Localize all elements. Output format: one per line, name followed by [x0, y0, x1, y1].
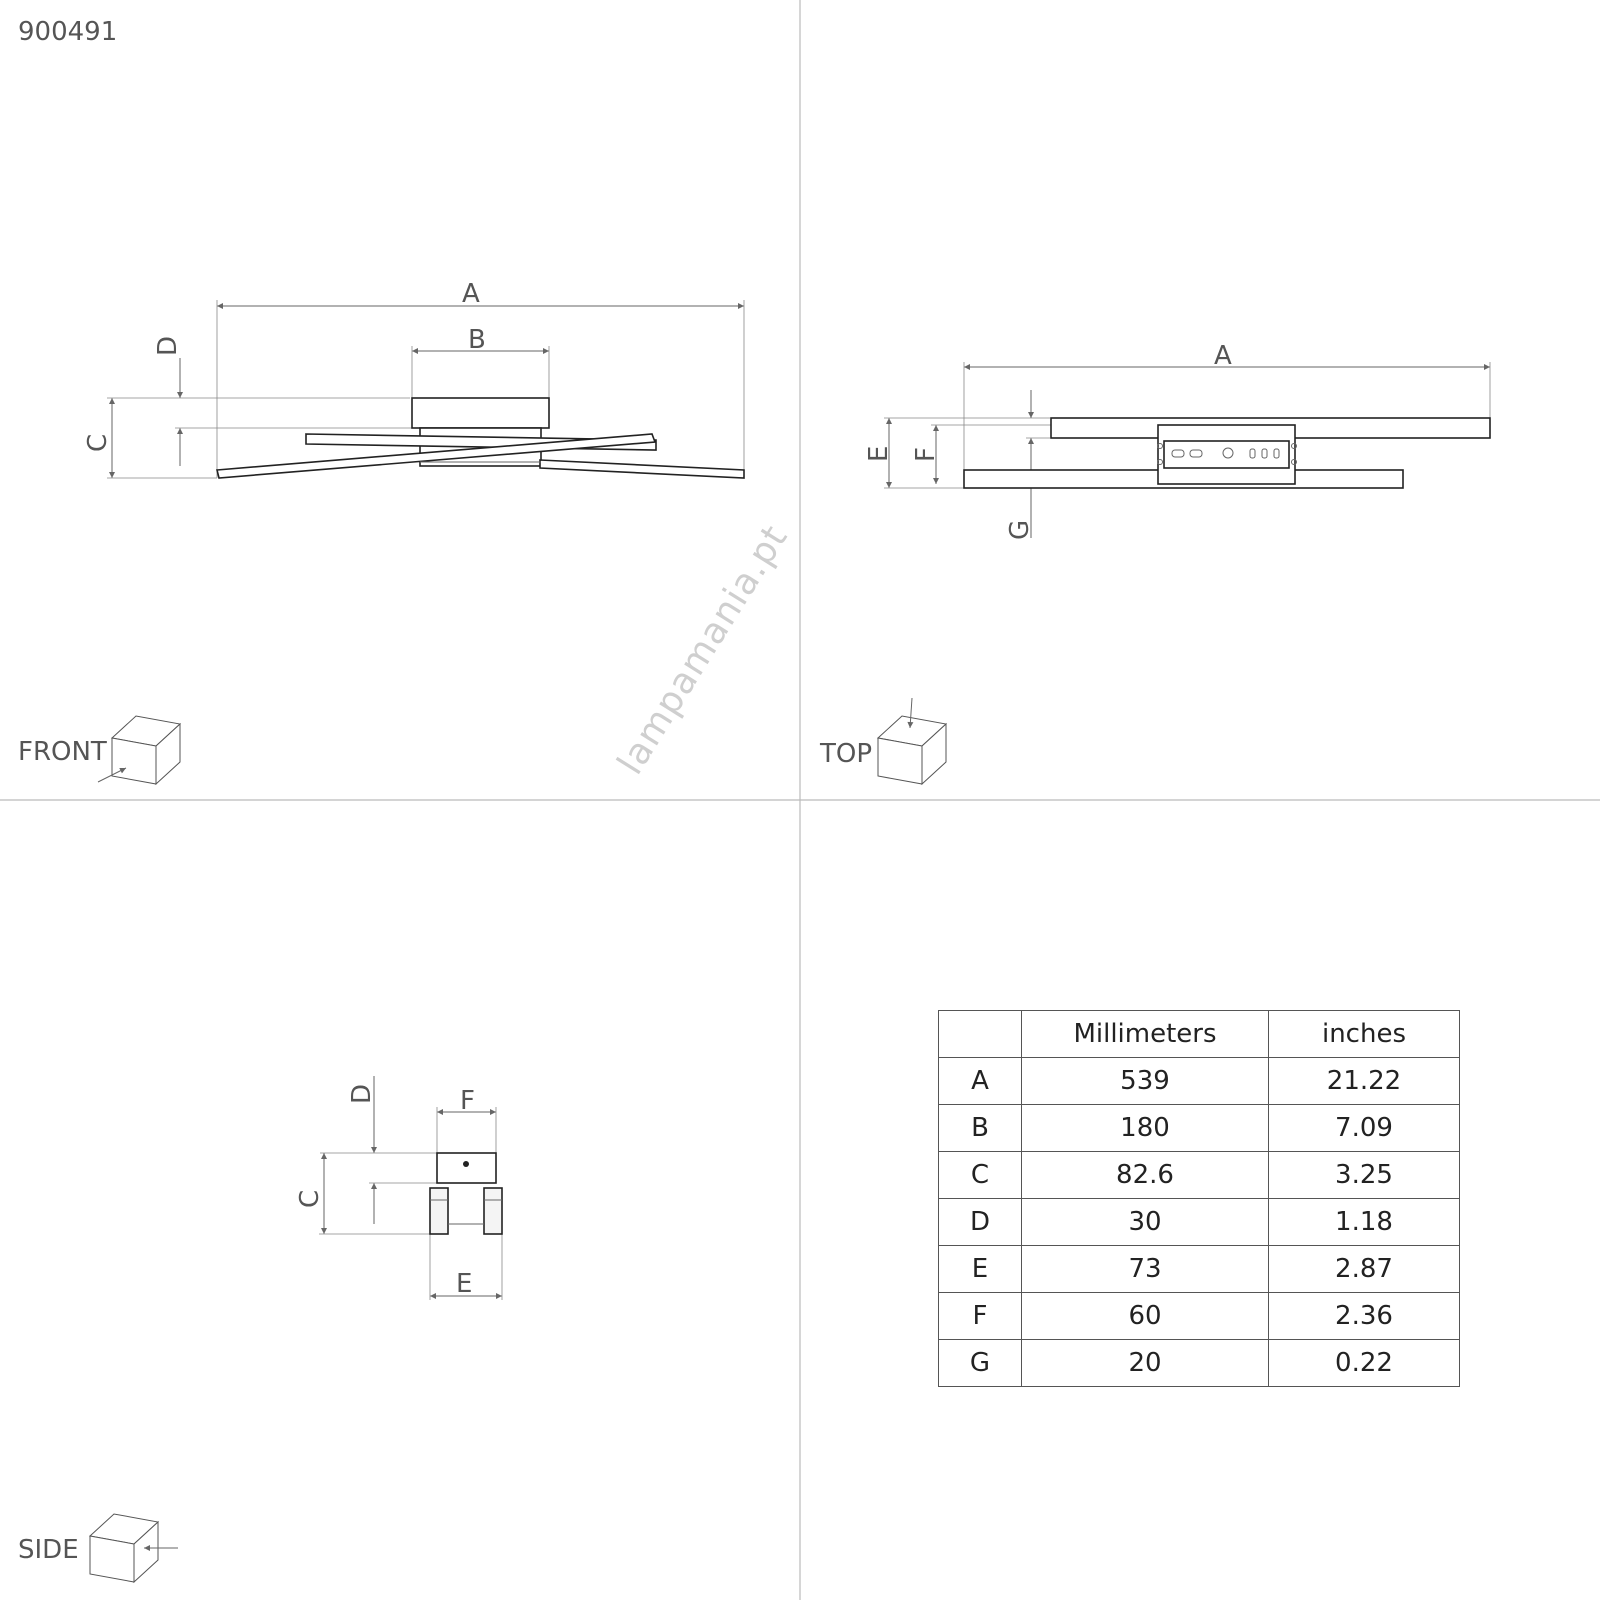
front-view	[18, 279, 744, 784]
dim-label-e-side: E	[456, 1269, 473, 1299]
table-row	[939, 1058, 1460, 1105]
dim-label-c-front: C	[83, 433, 113, 452]
table-header-in: inches	[1269, 1011, 1460, 1058]
dim-label-e-top: E	[864, 445, 894, 462]
table-row	[939, 1152, 1460, 1199]
dim-label-d-side: D	[347, 1083, 377, 1104]
table-row	[939, 1199, 1460, 1246]
row-label: A	[939, 1058, 1022, 1105]
row-label: D	[939, 1199, 1022, 1246]
row-in: 21.22	[1269, 1058, 1460, 1105]
bar-right-side	[484, 1188, 502, 1234]
table-row	[939, 1105, 1460, 1152]
light-bar-right-front	[540, 460, 744, 478]
row-mm: 20	[1022, 1340, 1269, 1387]
row-in: 3.25	[1269, 1152, 1460, 1199]
dim-label-d-front: D	[153, 335, 183, 356]
dimensions-table	[938, 1010, 1460, 1387]
side-cube-icon	[90, 1514, 178, 1582]
row-label: B	[939, 1105, 1022, 1152]
top-view	[819, 341, 1490, 784]
row-label: G	[939, 1340, 1022, 1387]
row-in: 7.09	[1269, 1105, 1460, 1152]
row-in: 0.22	[1269, 1340, 1460, 1387]
row-mm: 180	[1022, 1105, 1269, 1152]
table-row	[939, 1246, 1460, 1293]
table-row	[939, 1340, 1460, 1387]
canopy-side	[437, 1153, 496, 1183]
table-header-row	[939, 1011, 1460, 1058]
row-mm: 82.6	[1022, 1152, 1269, 1199]
row-mm: 60	[1022, 1293, 1269, 1340]
row-in: 1.18	[1269, 1199, 1460, 1246]
row-label: F	[939, 1293, 1022, 1340]
canopy-screw-side	[463, 1161, 469, 1167]
dim-label-b-front: B	[468, 325, 486, 355]
dim-label-a-front: A	[462, 279, 480, 309]
row-mm: 539	[1022, 1058, 1269, 1105]
top-cube-icon	[878, 698, 946, 784]
table-header-blank	[939, 1011, 1022, 1058]
view-label-front: FRONT	[18, 737, 107, 767]
row-in: 2.36	[1269, 1293, 1460, 1340]
watermark: lampamania.pt	[610, 517, 797, 782]
row-in: 2.87	[1269, 1246, 1460, 1293]
bar-left-side	[430, 1188, 448, 1234]
product-code: 900491	[18, 17, 118, 47]
row-label: C	[939, 1152, 1022, 1199]
row-mm: 73	[1022, 1246, 1269, 1293]
row-label: E	[939, 1246, 1022, 1293]
row-mm: 30	[1022, 1199, 1269, 1246]
dim-label-f-side: F	[460, 1086, 475, 1116]
dim-label-g-top: G	[1005, 519, 1035, 540]
table-row	[939, 1293, 1460, 1340]
canopy-front	[412, 398, 549, 428]
side-view	[18, 1076, 502, 1582]
front-cube-icon	[98, 716, 180, 784]
mounting-plate-top	[1164, 441, 1289, 468]
table-header-mm: Millimeters	[1022, 1011, 1269, 1058]
dim-label-c-side: C	[295, 1189, 325, 1208]
view-label-side: SIDE	[18, 1535, 79, 1565]
dim-label-a-top: A	[1214, 341, 1232, 371]
view-label-top: TOP	[820, 739, 873, 769]
dim-label-f-top: F	[911, 447, 941, 462]
